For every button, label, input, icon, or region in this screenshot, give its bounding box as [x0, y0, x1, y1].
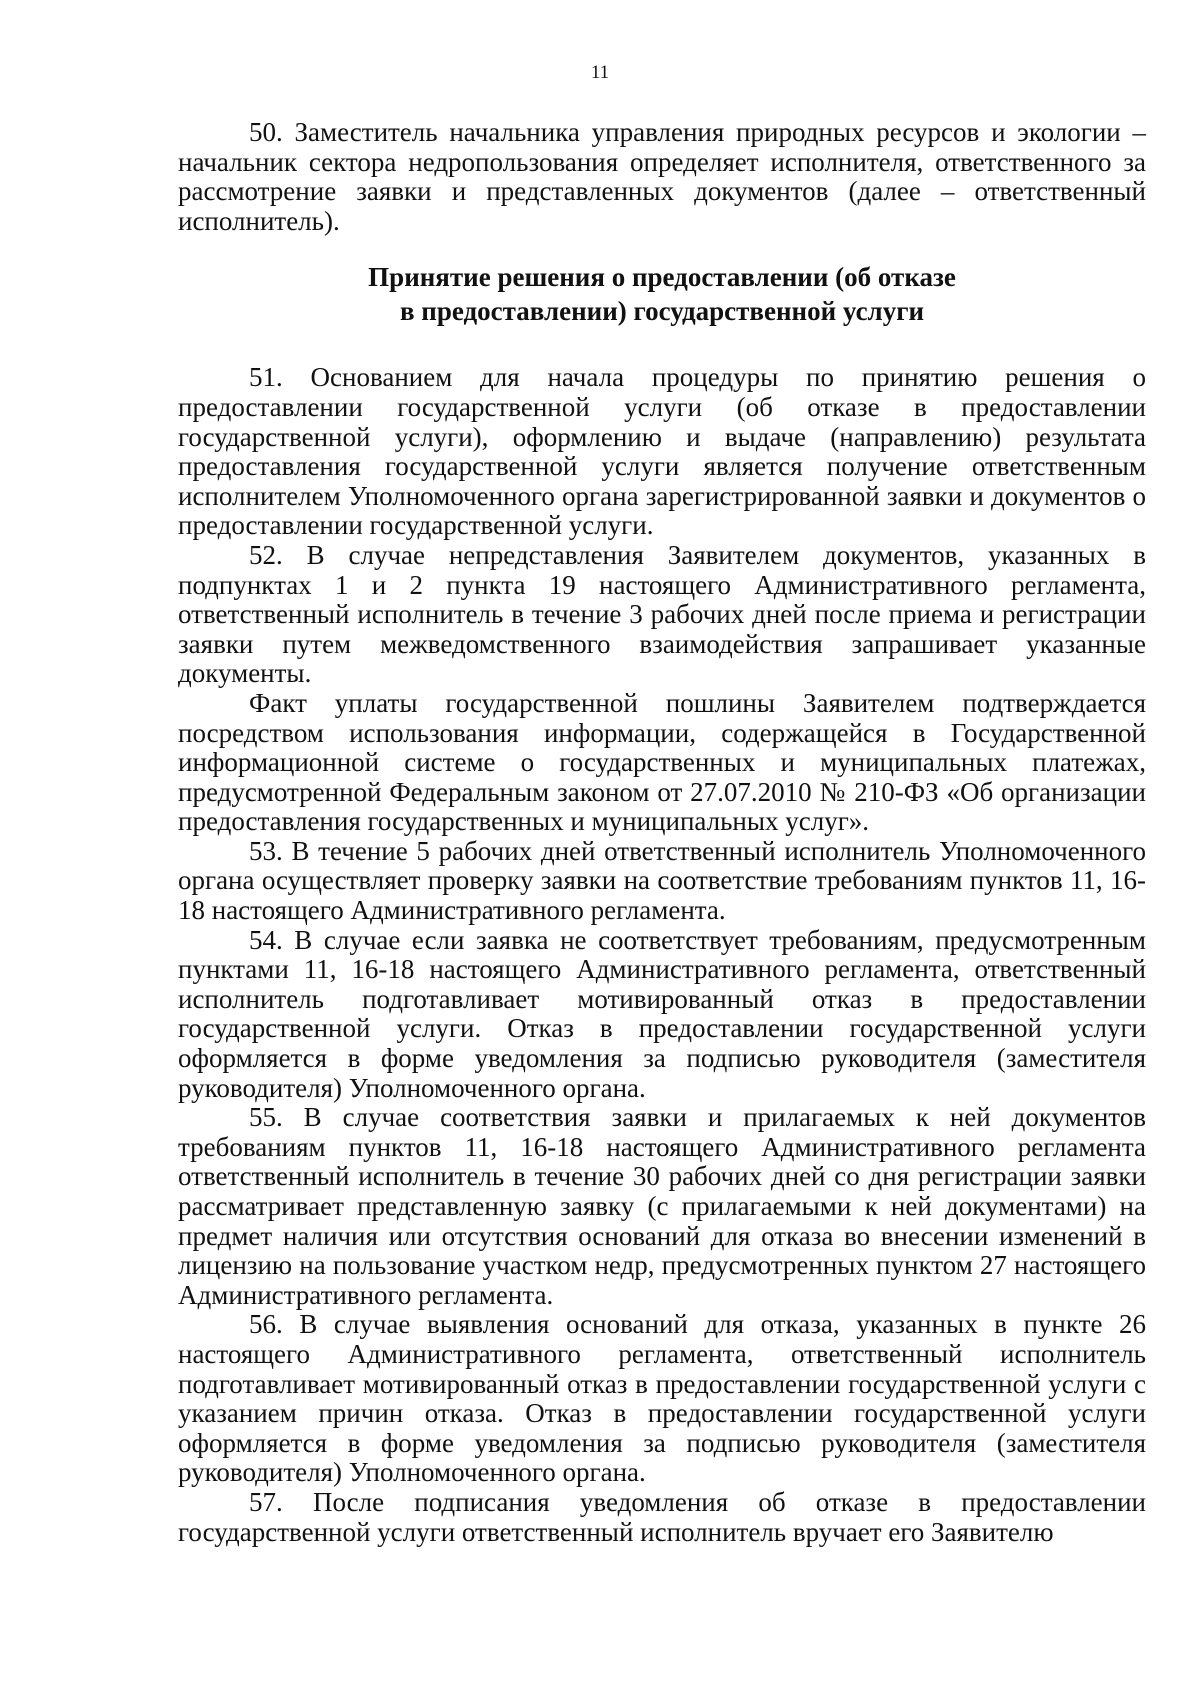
section-title-line-1: Принятие решения о предоставлении (об отказе	[368, 262, 956, 293]
page-number: 11	[590, 62, 610, 83]
paragraph-52-fee: Факт уплаты государственной пошлины Заявителем подтверждается посредством использования информации, содержащейся в Государственной информационной системе о государственных и муниципальных платежах, предусмотренной Федеральным законом от 27.07.2010 № 210-ФЗ «Об организации предоставления государственных и муниципальных услуг».	[178, 687, 1146, 837]
paragraph-50: 50. Заместитель начальника управления природных ресурсов и экологии – начальник сектора недропользования определяет исполнителя, ответственного за рассмотрение заявки и представленных документов (далее – ответственный исполнитель).	[178, 117, 1146, 236]
section-title-line-2: в предоставлении) государственной услуги	[399, 296, 925, 327]
paragraph-52: 52. В случае непредставления Заявителем документов, указанных в подпунктах 1 и 2 пункта 19 настоящего Административного регламента, ответственный исполнитель в течение 3 рабочих дней после приема и регистрации заявки путем межведомственного взаимодействия запрашивает указанные документы.	[178, 539, 1146, 689]
paragraph-56: 56. В случае выявления оснований для отказа, указанных в пункте 26 настоящего Административного регламента, ответственный исполнитель подготавливает мотивированный отказ в предоставлении государственной услуги с указанием причин отказа. Отказ в предоставлении государственной услуги оформляется в форме уведомления за подписью руководителя (заместителя руководителя) Уполномоченного органа.	[178, 1309, 1146, 1488]
section-title	[178, 260, 1146, 328]
paragraph-53: 53. В течение 5 рабочих дней ответственный исполнитель Уполномоченного органа осуществляет проверку заявки на соответствие требованиям пунктов 11, 16-18 настоящего Административного регламента.	[178, 835, 1146, 926]
paragraph-51: 51. Основанием для начала процедуры по принятию решения о предоставлении государственной услуги (об отказе в предоставлении государственной услуги), оформлению и выдаче (направлению) результата предоставления государственной услуги является получение ответственным исполнителем Уполномоченного органа зарегистрированной заявки и документов о предоставлении государственной услуги.	[178, 362, 1146, 541]
paragraph-54: 54. В случае если заявка не соответствует требованиям, предусмотренным пунктами 11, 16-18 настоящего Административного регламента, ответственный исполнитель подготавливает мотивированный отказ в предоставлении государственной услуги. Отказ в предоставлении государственной услуги оформляется в форме уведомления за подписью руководителя (заместителя руководителя) Уполномоченного органа.	[178, 924, 1146, 1103]
paragraph-55: 55. В случае соответствия заявки и прилагаемых к ней документов требованиям пунктов 11, 16-18 настоящего Административного регламента ответственный исполнитель в течение 30 рабочих дней со дня регистрации заявки рассматривает представленную заявку (с прилагаемыми к ней документами) на предмет наличия или отсутствия оснований для отказа во внесении изменений в лицензию на пользование участком недр, предусмотренных пунктом 27 настоящего Административного регламента.	[178, 1102, 1146, 1310]
paragraph-57: 57. После подписания уведомления об отказе в предоставлении государственной услуги ответственный исполнитель вручает его Заявителю	[178, 1486, 1146, 1547]
document-body	[178, 118, 1146, 1547]
